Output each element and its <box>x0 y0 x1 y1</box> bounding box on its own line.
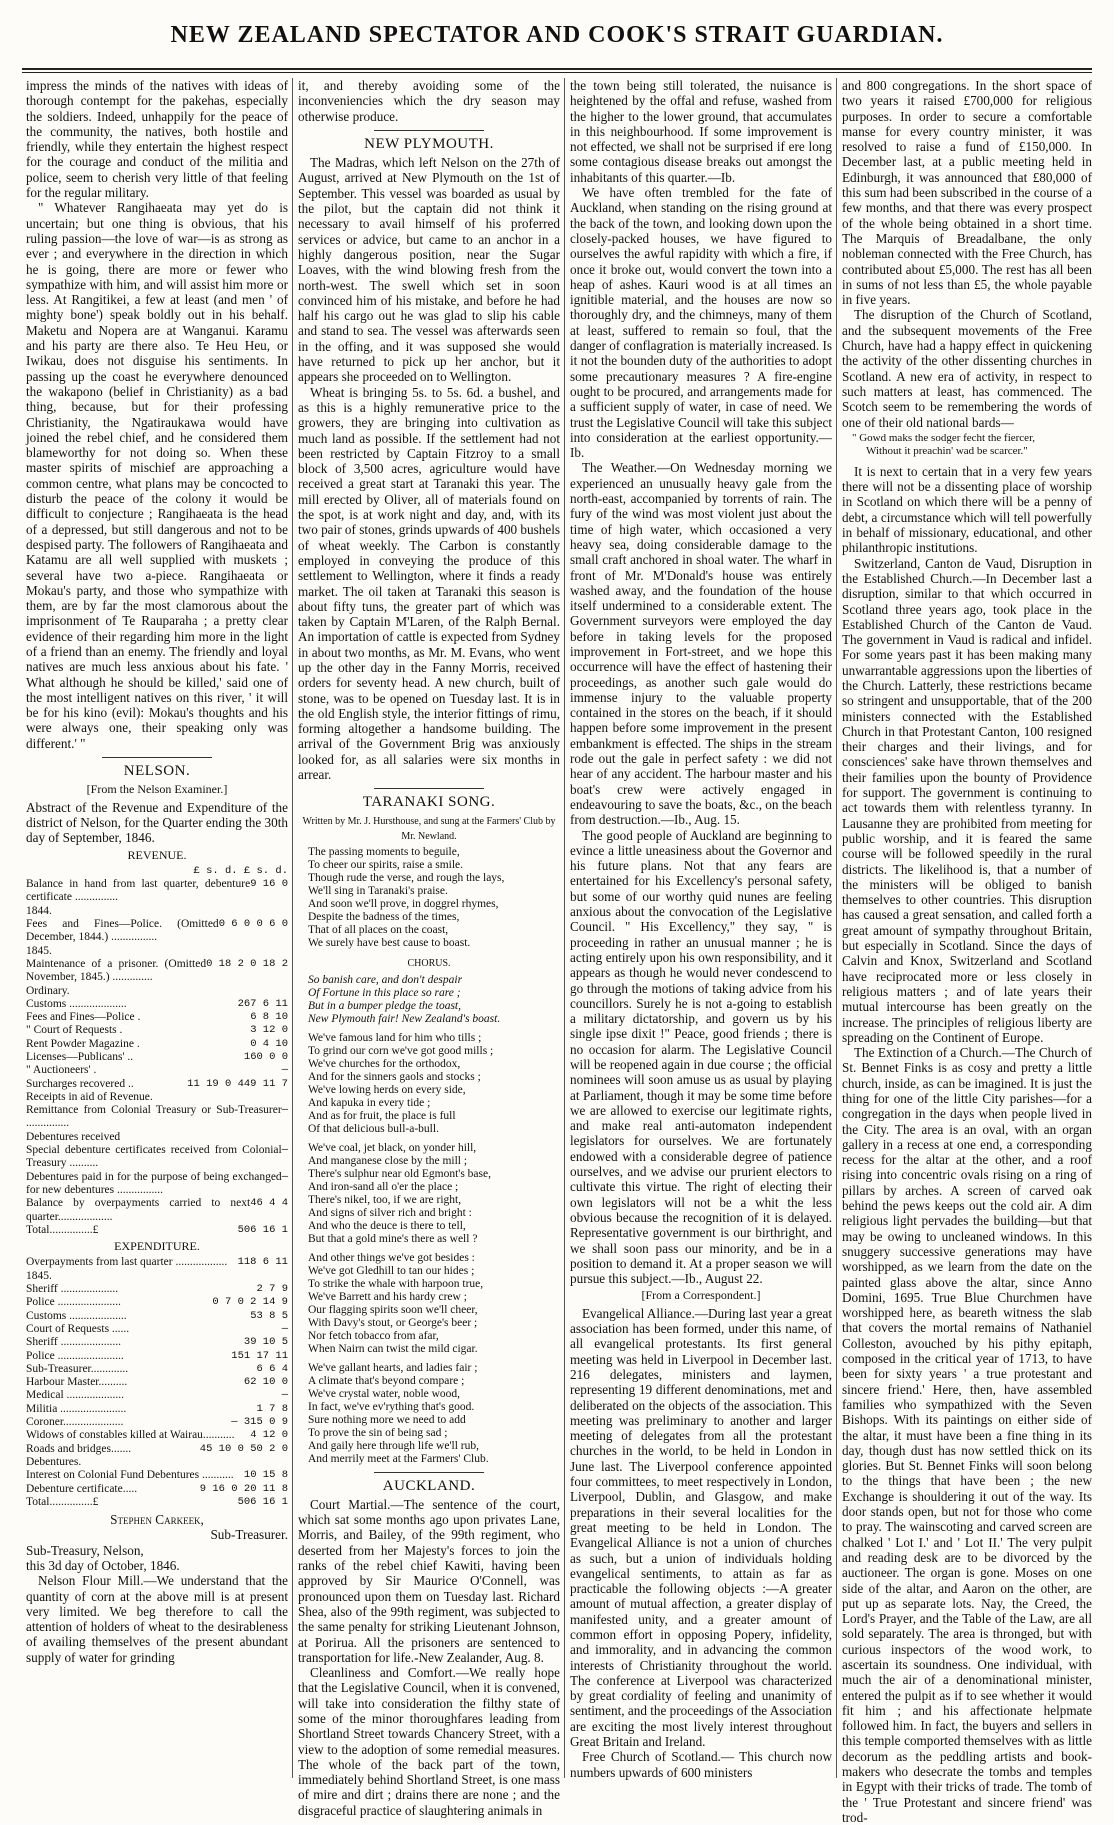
account-amount: 62 10 0 <box>243 1376 288 1389</box>
account-row <box>26 945 288 958</box>
paragraph: Cleanliness and Comfort.—We really hope that the Legislative Council, when it is convened, will take into consideration the filthy state of some of the minor thoroughfares leading from Shortland Street towards Chancery Street, with a view to the adoption of some remedial measures. The whole of the back part of the town, immediately behind Shortland Street, is one mass of mire and dirt ; drains there are none ; and the disgraceful practice of slaughtering animals in <box>298 1665 560 1818</box>
paragraph: The Extinction of a Church.—The Church of St. Bennet Finks is as cosy and pretty a little church, inside, as can be imagined. It is just the thing for one of the little City parishes—for a congregation in the days when people lived in the City. The area is an oval, with an organ gallery in a recess at one end, a corresponding recess for the altar at the other, and a roof rising into concentric ovals rising on a ring of pillars by arches. A screen of carved oak behind the pews keeps out the cold air. A dim religious light pervades the building—but that may be owing to uncleaned windows. In this snuggery successive generations may have worshipped, as we learn from the date on the painted glass above the altar, since Anno Domini, 1695. True Blue Churchmen have worshipped here, as beareth witness the slab that covers the mortal remains of Nathaniel Colleston, avouched by his pithy epitaph, composed in the critical year of 1713, to have been for sixty years ' a true protestant and sincere friend.' Here, then, have assembled families who sympathized with the Seven Bishops. With its paintings on either side of the altar, it must have been a fine thing in its day, though dust has now settled thick on its glories. But St. Bennet Finks will soon belong to the things that have been ; the new Exchange is shouldering it out of the way. Its door stands open, but not for those who come to pray. The wainscoting and carved screen are chalked ' Lot I.' and ' Lot II.' The very pulpit and reading desk are to be divorced by the auctioneer. The organ is gone. Moses on one side of the altar, and Aaron on the other, are put up as separate lots. Nay, the Creed, the Lord's Prayer, and the Table of the Law, are all sold separately. The area is thronged, but with curious inspectors of the wood work, to ascertain its soundness. One individual, with much the air of a denominational minister, entered the pulpit as if to see whether it would fit him ; and his affectionate helpmate followed him. In fact, the buyers and sellers in this temple comported themselves with as little decorum as the peddling artists and book-makers who desecrate the tombs and temples in Egypt with their tricks of trade. The tomb of the ' True Protestant and sincere friend' was trod- <box>842 1045 1092 1825</box>
account-amount: — <box>281 1389 288 1402</box>
song-verse <box>308 1252 560 1356</box>
account-amount: 118 6 11 <box>237 1256 288 1269</box>
money-header: £ s. d. £ s. d. <box>193 864 288 877</box>
account-label: Interest on Colonial Fund Debentures ........... <box>26 1469 234 1482</box>
poem-line: And iron-sand all o'er the place ; <box>308 1180 459 1193</box>
account-label: Overpayments from last quarter .................. <box>26 1256 228 1269</box>
account-row <box>26 1197 288 1224</box>
paragraph: Switzerland, Canton de Vaud, Disruption in the Established Church.—In December last a disruption, similar to that which occurred in Scotland three years ago, took place in the Established Church of the Canton de Vaud. The government in Vaud is radical and infidel. For some years past it has been making many unwarrantable aggressions upon the liberties of the Church. Latterly, these restrictions became so stringent and unsupportable, that of the 200 ministers connected with the Established Church in that Protestant Canton, 100 resigned their charges and their livings, and for consciences' sake have thrown themselves and their families upon the bounty of Providence for support. The government is continuing to act towards them with relentless tyranny. In Lausanne they are prohibited from meeting for public worship, and it is feared the same course will be followed speedily in the rural districts. The likelihood is, that a number of the ministers will be obliged to banish themselves to other countries. This disruption has caused a great sensation, and called forth a great amount of sympathy throughout Britain, but especially in Scotland. Since the days of Calvin and Knox, Switzerland and Scotland have reciprocated more or less closely in religious matters ; and of late years their mutual intercourse has been greatly on the increase. The principles of religious liberty are spreading on the Continent of Europe. <box>842 555 1092 1045</box>
column-1 <box>26 78 288 1778</box>
poem-line: Sure nothing more we need to add <box>308 1413 466 1426</box>
account-label: 1845. <box>26 1269 52 1282</box>
song-byline: Written by Mr. J. Hursthouse, and sung at the Farmers' Club by Mr. Newland. <box>302 815 556 842</box>
account-amount: 6 8 10 <box>250 1011 288 1024</box>
column-4 <box>842 78 1092 1825</box>
song-verse <box>308 1142 560 1246</box>
poem-line: And soon we'll prove, in doggrel rhymes, <box>308 898 499 911</box>
account-amount: — 315 0 9 <box>231 1416 288 1429</box>
chorus-label: CHORUS. <box>407 958 451 970</box>
account-amount: 9 16 0 20 11 8 <box>199 1482 288 1495</box>
account-label: Sheriff ..................... <box>26 1336 121 1349</box>
account-row <box>26 1131 288 1144</box>
account-row <box>26 1144 288 1171</box>
poem-line: So banish care, and don't despair <box>308 973 463 986</box>
revenue-table <box>26 865 288 1237</box>
account-label: Ordinary. <box>26 984 70 997</box>
account-label: Widows of constables killed at Wairau........... <box>26 1429 235 1442</box>
account-label: Customs .................... <box>26 997 127 1010</box>
poem-line: That of all places on the coast, <box>308 924 449 937</box>
account-amount: 10 15 8 <box>243 1469 288 1482</box>
account-amount: 0 4 10 <box>250 1037 288 1050</box>
poem-line: We surely have best cause to boast. <box>308 937 471 950</box>
poem-line: We've crystal water, noble wood, <box>308 1387 461 1400</box>
section-rule <box>374 1472 484 1473</box>
expenditure-table <box>26 1256 288 1509</box>
account-row <box>26 1024 288 1037</box>
account-amount: 506 16 1 <box>237 1223 288 1236</box>
account-amount: 1 7 8 <box>256 1402 288 1415</box>
column-divider <box>836 78 837 1778</box>
account-row <box>26 878 288 905</box>
column-2 <box>298 78 560 1818</box>
song-verse <box>308 1032 560 1136</box>
account-row <box>26 1078 288 1091</box>
poem-line: We'll sing in Taranaki's praise. <box>308 885 448 898</box>
song-verse <box>308 846 560 950</box>
abstract-title: Abstract of the Revenue and Expenditure of the district of Nelson, for the Quarter ending the 30th day of September, 1846. <box>26 799 288 846</box>
poem-line: And manganese close by the mill ; <box>308 1154 468 1167</box>
column-divider <box>564 78 565 1778</box>
account-amount: 45 10 0 50 2 0 <box>199 1442 288 1455</box>
account-amount: — <box>281 1144 288 1157</box>
section-heading-nelson: NELSON. <box>123 763 191 780</box>
column-3 <box>570 78 832 1778</box>
signature-title: Sub-Treasurer. <box>210 1527 288 1543</box>
section-rule <box>102 757 212 758</box>
account-label: Debenture certificate..... <box>26 1482 138 1495</box>
song-chorus <box>308 974 560 1026</box>
account-label: Rent Powder Magazine . <box>26 1037 140 1050</box>
paragraph: Evangelical Alliance.—During last year a great association has been formed, under this name, of all evangelical protestants. Its first general meeting was held in Liverpool in December last. 216 delegates, ministers and laymen, representing 19 different denominations, met and deliberated on the objects of the association. This meeting was preliminary to another and larger meeting of delegates from all the protestant churches in the world, to be held in London in June last. The Liverpool conference appointed four committees, to meet respectively in London, Liverpool, Dublin, and Glasgow, and make preparations in their several localities for the great meeting to be held in London. The Evangelical Alliance is not a union of churches as such, but a union of individuals holding evangelical sentiments, to attain as far as practicable the following objects :—A greater amount of mutual affection, a greater display of manifested unity, and a greater amount of common effort in opposing Popery, infidelity, and immorality, and in advancing the common interests of Christianity throughout the world. The conference at Liverpool was characterized by great cordiality of feeling and unanimity of sentiment, and the proceedings of the Association are exciting the most lively interest throughout Great Britain and Ireland. <box>570 1305 832 1750</box>
account-row <box>26 1483 288 1496</box>
poem-line: And signs of silver rich and bright : <box>308 1206 472 1219</box>
account-label: Receipts in aid of Revenue. <box>26 1090 153 1103</box>
account-row <box>26 1091 288 1104</box>
account-label: Balance by overpayments carried to next quarter................... <box>26 1197 251 1223</box>
poem-line: To grind our corn we've got good mills ; <box>308 1044 494 1057</box>
section-heading-auckland: AUCKLAND. <box>382 1477 476 1494</box>
account-amount: 4 12 0 <box>250 1429 288 1442</box>
account-row <box>26 1416 288 1429</box>
account-amount: 2 7 9 <box>256 1283 288 1296</box>
account-row <box>26 998 288 1011</box>
poem-line: Despite the badness of the times, <box>308 911 460 924</box>
poem-line: And other things we've got besides : <box>308 1251 475 1264</box>
section-heading-new-plymouth: NEW PLYMOUTH. <box>364 135 494 152</box>
account-row <box>26 1270 288 1283</box>
poem-line: To prove the sin of being sad ; <box>308 1426 448 1439</box>
section-rule <box>374 130 484 131</box>
account-amount: — <box>281 1170 288 1183</box>
poem-line: We've got Gledhill to tan our hides ; <box>308 1264 475 1277</box>
account-label: Coroner..................... <box>26 1416 124 1429</box>
revenue-heading: REVENUE. <box>127 847 187 862</box>
poem-line: And kapuka in every tide ; <box>308 1096 431 1109</box>
paragraph: The Weather.—On Wednesday morning we experienced an unusually heavy gale from the north-east, accompanied by torrents of rain. The fury of the wind was most violent just about the time of high water, which occasioned a very heavy sea, doing considerable damage to the small craft anchored in shoal water. The wharf in front of Mr. M'Donald's house was entirely washed away, and the foundation of the house itself undermined to a considerable extent. The Government surveyors were employed the day before in taking levels for the proposed improvement in Fort-street, and we hope this occurrence will have the effect of hastening their proceedings, as another such gale would do immense injury to the valuable property contained in the stores on the beach, if it should happen before some improvement in the present embankment is effected. The ships in the stream rode out the gale in perfect safety : we did not hear of any accident. The harbour master and his boat's crew were actively engaged in endeavouring to save the boats, &c., on the beach from destruction.—Ib., Aug. 15. <box>570 460 832 828</box>
poem-line: But that a gold mine's there as well ? <box>308 1232 478 1245</box>
account-label: Militia ....................... <box>26 1402 127 1415</box>
masthead-rule <box>22 68 1092 70</box>
section-rule <box>374 788 484 789</box>
account-label: Customs .................... <box>26 1309 127 1322</box>
account-row <box>26 1429 288 1442</box>
quotation <box>852 432 1092 458</box>
account-row <box>26 1403 288 1416</box>
account-row <box>26 1038 288 1051</box>
account-label: " Court of Requests . <box>26 1024 123 1037</box>
source-note: [From the Nelson Examiner.] <box>86 782 228 797</box>
account-row <box>26 1350 288 1363</box>
expenditure-heading: EXPENDITURE. <box>114 1239 200 1254</box>
masthead: NEW ZEALAND SPECTATOR AND COOK'S STRAIT GUARDIAN. <box>170 22 944 48</box>
poem-line: There's nikel, too, if we are right, <box>308 1193 462 1206</box>
song-verse <box>308 1362 560 1466</box>
account-row <box>26 1256 288 1269</box>
account-amount: — <box>281 1104 288 1117</box>
paragraph: The Madras, which left Nelson on the 27th of August, arrived at New Plymouth on the 1st of September. This vessel was boarded as usual by the pilot, but the captain did not think it necessary to avail himself of his proferred services or advice, but came to an anchor in a highly dangerous position, near the Sugar Loaves, with the wind blowing fresh from the north-west. The swell which set in soon convinced him of his mistake, and before he had half his cargo out he was glad to slip his cable and stand to sea. The vessel was afterwards seen in the offing, and it was supposed she would have returned to pick up her anchor, but it appears she proceeded on to Wellington. <box>298 155 560 385</box>
poem-line: Of Fortune in this place so rare ; <box>308 986 461 999</box>
signature-date: this 3d day of October, 1846. <box>26 1557 180 1573</box>
correspondent-note: [From a Correspondent.] <box>641 1288 761 1303</box>
account-row <box>26 1443 288 1456</box>
poem-line: We've churches for the orthodox, <box>308 1057 461 1070</box>
paragraph: impress the minds of the natives with ideas of thorough contempt for the pakehas, especially the soldiers. Indeed, unhappily for the peace of the community, the natives, both hostile and friendly, while they entertain the highest respect for the courage and conduct of the militia and police, seem to cherish very little of that feeling for the regular military. <box>26 78 288 201</box>
account-label: Debentures paid in for the purpose of being exchanged for new debentures ................ <box>26 1170 282 1196</box>
account-label: Balance in hand from last quarter, debenture certificate ............... <box>26 878 251 904</box>
account-label: Debentures received <box>26 1130 121 1143</box>
poem-line: Though rude the verse, and rough the lays, <box>308 872 505 885</box>
paragraph: the town being still tolerated, the nuisance is heightened by the offal and refuse, washed from the higher to the lower ground, that accumulates in this neighbourhood. If some improvement is not effected, we shall not be surprised if ere long some contagious disease breaks out amongst the inhabitants of this quarter.—Ib. <box>570 78 832 185</box>
account-label: " Auctioneers' . <box>26 1064 97 1077</box>
section-heading-taranaki-song: TARANAKI SONG. <box>362 794 496 811</box>
account-row <box>26 1336 288 1349</box>
poem-line: We've coal, jet black, on yonder hill, <box>308 1141 477 1154</box>
account-row <box>26 1469 288 1482</box>
account-row <box>26 1224 288 1237</box>
column-divider <box>292 78 293 1778</box>
account-amount: 267 6 11 <box>237 997 288 1010</box>
account-label: Police ...................... <box>26 1296 121 1309</box>
account-label: Fees and Fines—Police . <box>26 1011 141 1024</box>
account-amount: 0 18 2 0 18 2 <box>206 957 288 970</box>
account-row <box>26 1496 288 1509</box>
account-label: Maintenance of a prisoner. (Omitted November, 1845.) .............. <box>26 957 207 984</box>
poem-line: We've famous land for him who tills ; <box>308 1031 482 1044</box>
poem-line: Our flagging spirits soon we'll cheer, <box>308 1303 478 1316</box>
account-row <box>26 1064 288 1077</box>
paragraph: Free Church of Scotland.— This church now numbers upwards of 600 ministers <box>570 1749 832 1780</box>
account-label: Roads and bridges....... <box>26 1442 132 1455</box>
account-label: Sheriff .................... <box>26 1283 119 1296</box>
poem-line: And for the sinners gaols and stocks ; <box>308 1070 481 1083</box>
account-label: 1845. <box>26 944 52 957</box>
poem-line: Of that delicious bull-a-bull. <box>308 1122 439 1135</box>
account-amount: 151 17 11 <box>231 1349 288 1362</box>
poem-line: We've Barrett and his hardy crew ; <box>308 1290 467 1303</box>
poem-line: And gaily here through life we'll rub, <box>308 1439 480 1452</box>
poem-line: A climate that's beyond compare ; <box>308 1374 465 1387</box>
account-row <box>26 1456 288 1469</box>
paragraph-flour-mill: Nelson Flour Mill.—We understand that the quantity of corn at the above mill is at present very limited. We beg therefore to call the attention of holders of wheat to the desirableness of availing themselves of the present abundant supply of water for grinding <box>26 1573 288 1665</box>
poem-line: In fact, we've ev'rything that's good. <box>308 1400 475 1413</box>
quote-line: " Gowd maks the sodger fecht the fiercer, <box>852 431 1036 444</box>
poem-line: And who the deuce is there to tell, <box>308 1219 466 1232</box>
account-row <box>26 1323 288 1336</box>
account-row <box>26 1363 288 1376</box>
poem-line: We've lowing herds on every side, <box>308 1083 466 1096</box>
account-row <box>26 1171 288 1198</box>
account-label: Licenses—Publicans' .. <box>26 1051 134 1063</box>
account-amount: 9 16 0 <box>250 878 288 891</box>
paragraph: " Whatever Rangihaeata may yet do is uncertain; but one thing is obvious, that his ruling passion—the love of war—is as strong as ever ; and everywhere in the direction in which he is going, there are more or fewer who sympathize with him, and will assist him more or less. At Rangitikei, a few at least (and men ' of mighty bone') speak boldly out in his behalf. Maketu and Nopera are at Wanganui. Karamu and his party are there also. Te Heu Heu, or Iwikau, does not disguise his sentiments. In passing up the coast he everywhere denounced the wakapono (belief in Christianity) as a bad thing, because, but for their professing Christianity, the Ngatiraukawa would have joined the rebel chief, and he considered them blameworthy for not doing so. When these master spirits of mischief are approaching a common centre, what plans may be concocted to disturb the peace of the colony it would be difficult to conjecture ; Rangihaeata is the head of a depressed, but still dangerous and not to be despised party. The followers of Rangihaeata and Katamu are all well supplied with muskets ; several have two a-piece. Rangihaeata or Mokau's party, and those who sympathize with them, are by far the most clamorous about the imprisonment of Te Rauparaha ; a pretty clear evidence of their regarding him more in the light of a friend than an enemy. The friendly and loyal natives are much less anxious about his fate. ' What although he should be killed,' said one of the most intelligent natives on this river, ' it will be for his kino (evil): Mokau's thoughts and his were always one, their speaking only was different.' " <box>26 200 288 751</box>
paragraph: It is next to certain that in a very few years there will not be a dissenting place of worship in Scotland on which there will be a penny of debt, a circumstance which will tell powerfully in behalf of missionary, educational, and other philanthropic institutions. <box>842 463 1092 556</box>
paragraph: The good people of Auckland are beginning to evince a little uneasiness about the Governor and his future plans. Not that any fears are entertained for his Excellency's personal safety, but some of our worthy quid nunes are feeling anxious about the convocation of the Legislative Council. " His Excellency," they say, " is proceeding in rather an unusual manner ; he is acting entirely upon his own responsibility, and it appears as though he would never condescend to go through the motions of taking advice from his councillors. Surely he is not a-going to establish a military dictatorship, and govern us by his single ipse dixit !" Peace, good friends ; there is no occasion for alarm. The Legislative Council will be reopened again in due course ; the official nominees will soon amuse us as usual by playing at Parliament, though it may be some time before we are allowed to exercise our legitimate rights, and make real anti-automaton independent legislators for ourselves. We are fortunately endowed with a considerable degree of patience ourselves, and we advise our prurient electors to cultivate this virtue. The right of electing their own legislators will not be a whit the less obvious because the recognition of it is delayed. Representative government is our birthright, and we shall soon pass our minority, and be in a position to demand it. At a proper season we will pursue this subject.—Ib., August 22. <box>570 827 832 1287</box>
account-amount: 506 16 1 <box>237 1495 288 1508</box>
account-label: Total...............£ <box>26 1495 99 1508</box>
account-amount: 39 10 5 <box>243 1336 288 1349</box>
quote-line: Without it preachin' wad be scarcer." <box>866 444 1028 457</box>
account-amount: 3 12 0 <box>250 1024 288 1037</box>
account-label: Harbour Master.......... <box>26 1376 128 1389</box>
account-label: Debentures. <box>26 1455 82 1468</box>
account-label: Medical .................... <box>26 1389 125 1402</box>
signature-place: Sub-Treasury, Nelson, <box>26 1542 144 1558</box>
paragraph: Wheat is bringing 5s. to 5s. 6d. a bushel, and as this is a highly remunerative price to the growers, they are bringing into cultivation as much land as possible. If the settlement had not been restricted by Captain Fitzroy to a small block of 3,500 acres, agriculture would have received a great start at Taranaki this year. The mill erected by Oliver, all of materials found on the spot, is at work night and day, and, with its two pair of stones, grinds upwards of 400 bushels of wheat weekly. The Carbon is constantly employed in conveying the produce of this settlement to Wellington, where it finds a ready market. The oil taken at Taranaki this season is about fifty tuns, the greater part of which was taken by Captain M'Laren, of the Ralph Bernal. An importation of cattle is expected from Sydney in about two months, as Mr. M. Evans, who went up the other day in the Fanny Morris, received orders for seventy head. A new church, built of stone, was to be opened on Tuesday last. It is in the old English style, the interior fittings of rimu, forming altogether a handsome building. The arrival of the Government Brig was anxiously looked for, as all salaries were six months in arrear. <box>298 384 560 783</box>
masthead-rule-thin <box>22 72 1092 73</box>
paragraph: and 800 congregations. In the short space of two years it raised £700,000 for religious purposes. In order to secure a comfortable manse for every country minister, it was resolved to raise a fund of £150,000. In December last, at a public meeting held in Edinburgh, it was announced that £80,000 of this sum had been subscribed in the course of a few months, and that there was every prospect of the whole being obtained in a short time. The Marquis of Breadalbane, the only nobleman connected with the Free Church, has contributed about £5,000. The rest has all been in sums of not less than £5, the whole payable in five years. <box>842 78 1092 308</box>
account-label: 1844. <box>26 904 52 917</box>
poem-line: But in a bumper pledge the toast, <box>308 999 461 1012</box>
signature-name: Stephen Carkeek, <box>110 1512 204 1528</box>
account-row <box>26 918 288 945</box>
account-label: Court of Requests ...... <box>26 1322 130 1335</box>
account-row <box>26 1376 288 1389</box>
account-amount: — <box>281 1322 288 1335</box>
account-row <box>26 905 288 918</box>
poem-line: With Davy's stout, or George's beer ; <box>308 1316 478 1329</box>
account-label: Special debenture certificates received from Colonial Treasury .......... <box>26 1144 282 1170</box>
account-amount: 160 0 0 <box>243 1051 288 1063</box>
account-label: Police ....................... <box>26 1349 124 1362</box>
account-amount: 0 7 0 2 14 9 <box>212 1296 288 1309</box>
poem-line: We've gallant hearts, and ladies fair ; <box>308 1361 478 1374</box>
poem-line: Nor fetch tobacco from afar, <box>308 1329 439 1342</box>
account-label: Sub-Treasurer............. <box>26 1362 129 1375</box>
account-amount: 46 4 4 <box>250 1197 288 1210</box>
paragraph: We have often trembled for the fate of Auckland, when standing on the rising ground at the back of the town, and looking down upon the closely-packed houses, we have figured to ourselves the awful rapidity with which a fire, if once it broke out, would convert the town into a heap of ashes. Kauri wood is at all times an ignitible material, and the houses are now so thoroughly dry, and the chimneys, many of them at least, suffered to remain so foul, that the danger of conflagration is materially increased. Is it not the bounden duty of the authorities to adopt some precautionary measures ? A fire-engine ought to be procured, and arrangements made for a sufficient supply of water, in case of need. We trust the Legislative Council will take this subject into consideration at the earliest opportunity.—Ib. <box>570 185 832 461</box>
account-row <box>26 1283 288 1296</box>
poem-line: To strike the whale with harpoon true, <box>308 1277 484 1290</box>
account-row <box>26 1310 288 1323</box>
account-amount: 53 8 5 <box>250 1309 288 1322</box>
poem-line: New Plymouth fair! New Zealand's boast. <box>308 1012 501 1025</box>
poem-line: And merrily meet at the Farmers' Club. <box>308 1452 489 1465</box>
poem-line: There's sulphur near old Egmont's base, <box>308 1167 491 1180</box>
account-row <box>26 1051 288 1064</box>
paragraph: Court Martial.—The sentence of the court, which sat some months ago upon privates Lane, Morris, and Bailey, of the 99th regiment, who deserted from her Majesty's forces to join the ranks of the rebel chief Kawiti, having been approved by Sir Maurice O'Connell, was pronounced upon them on Tuesday last. Richard Shea, also of the 99th regiment, was subjected to the same penalty for striking Lieutenant Johnson, at Porirua. All the prisoners are sentenced to transportation for life.-New Zealander, Aug. 8. <box>298 1496 560 1665</box>
account-amount: 0 6 0 0 6 0 <box>218 918 288 931</box>
account-row <box>26 1011 288 1024</box>
account-amount: 11 19 0 449 11 7 <box>187 1077 288 1090</box>
account-label: Remittance from Colonial Treasury or Sub-Treasurer ............... <box>26 1104 282 1130</box>
account-label: Total...............£ <box>26 1223 99 1236</box>
poem-line: And as for fruit, the place is full <box>308 1109 456 1122</box>
account-row <box>26 985 288 998</box>
poem-line: When Nairn can twist the mild cigar. <box>308 1342 478 1355</box>
account-row <box>26 1296 288 1309</box>
account-row <box>26 1389 288 1402</box>
account-label: Surcharges recovered .. <box>26 1077 134 1090</box>
paragraph: The disruption of the Church of Scotland, and the subsequent movements of the Free Church, have had a happy effect in quickening the activity of the other dissenting churches in Scotland. A new era of activity, in respect to such matters at least, has commenced. The Scotch seem to be remembering the words of one of their old national bards— <box>842 307 1092 430</box>
account-label: Fees and Fines—Police. (Omitted December, 1844.) ................ <box>26 918 219 944</box>
account-amount: — <box>281 1064 288 1077</box>
paragraph: it, and thereby avoiding some of the inconveniencies which the dry season may otherwise produce. <box>298 78 560 124</box>
account-row <box>26 1104 288 1131</box>
poem-line: To cheer our spirits, raise a smile. <box>308 859 464 872</box>
account-row <box>26 958 288 985</box>
account-amount: 6 6 4 <box>256 1362 288 1375</box>
poem-line: The passing moments to beguile, <box>308 846 460 859</box>
